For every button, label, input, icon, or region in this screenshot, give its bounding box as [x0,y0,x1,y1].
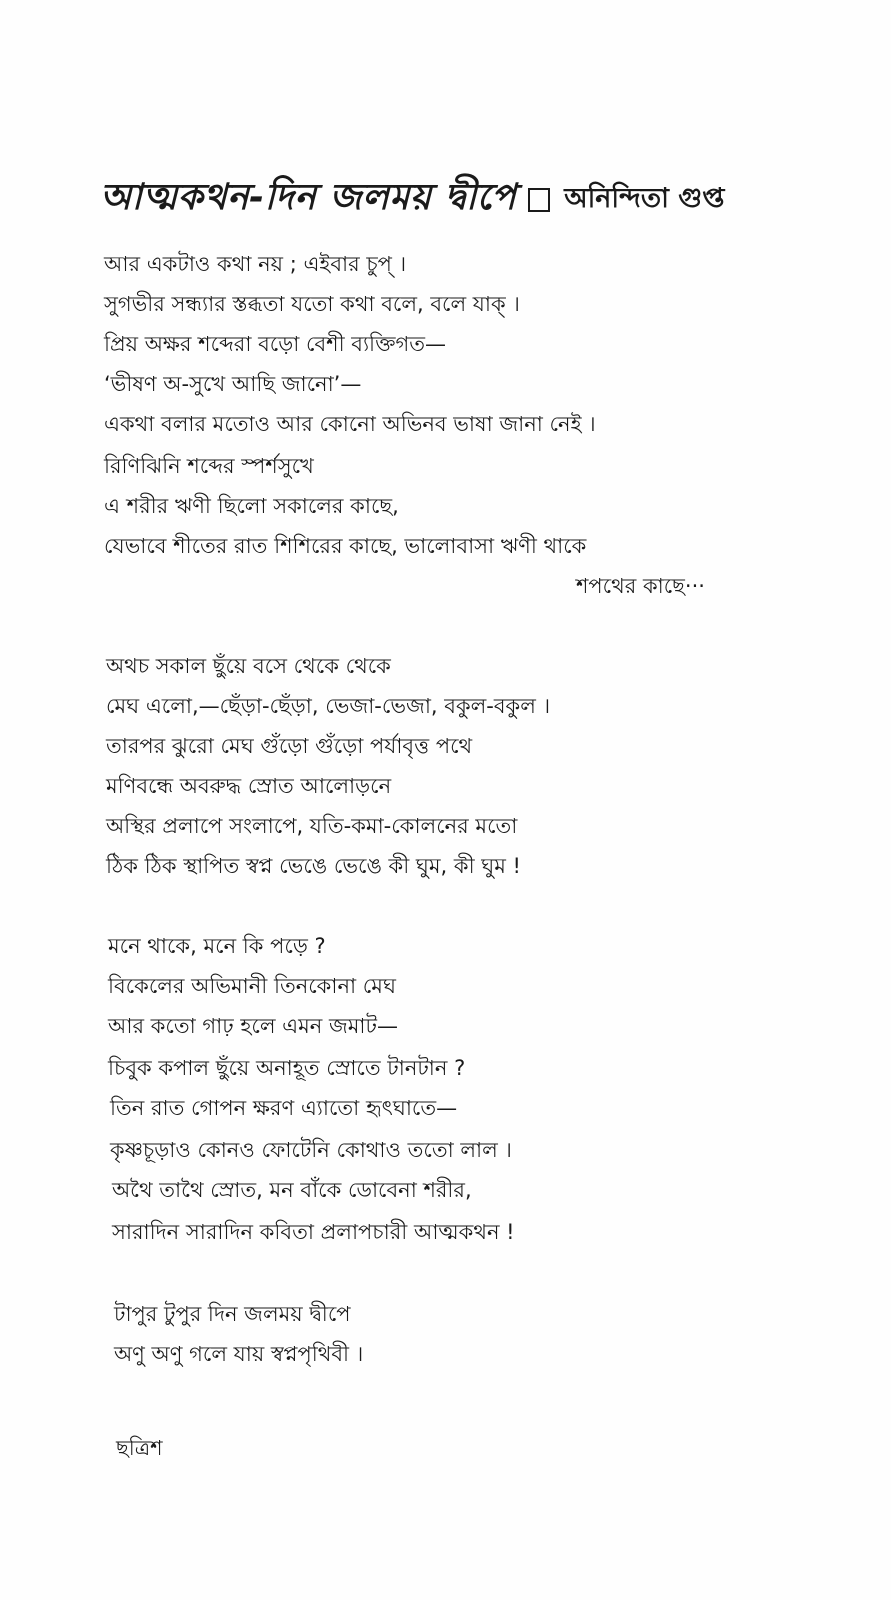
poem-line: কৃষ্ণচূড়াও কোনও ফোটেনি কোথাও ততো লাল । [110,1138,512,1162]
poem-line: ঠিক ঠিক স্থাপিত স্বপ্ন ভেঙে ভেঙে কী ঘুম, কী ঘুম ! [106,854,521,878]
poem-line: রিণিঝিনি শব্দের স্পর্শসুখে [104,454,314,478]
poem-line: অথৈ তাথৈ স্রোত, মন বাঁকে ডোবেনা শরীর, [112,1178,472,1202]
poem-line: সারাদিন সারাদিন কবিতা প্রলাপচারী আত্মকথন ! [112,1220,515,1244]
poem-line: ‘ভীষণ অ-সুখে আছি জানো’— [104,372,362,396]
poem-title: আত্মকথন-দিন জলময় দ্বীপে [100,177,517,218]
poem-line-indented: শপথের কাছে··· [576,574,705,598]
poem-line: অথচ সকাল ছুঁয়ে বসে থেকে থেকে [106,654,391,678]
page-number: ছত্রিশ [116,1436,163,1460]
poem-line: আর একটাও কথা নয় ; এইবার চুপ্ । [104,252,407,276]
poem-author: অনিন্দিতা গুপ্ত [564,182,725,214]
poem-line: প্রিয় অক্ষর শব্দেরা বড়ো বেশী ব্যক্তিগত— [104,332,446,356]
poem-line: যেভাবে শীতের রাত শিশিরের কাছে, ভালোবাসা ঋণী থাকে [104,534,587,558]
poem-title-row [100,172,860,228]
poem-line: তিন রাত গোপন ক্ষরণ এ্যাতো হৃৎঘাতে— [110,1096,458,1120]
poem-line: আর কতো গাঢ় হলে এমন জমাট— [108,1014,398,1038]
poem-line: তারপর ঝুরো মেঘ গুঁড়ো গুঁড়ো পর্যাবৃত্ত পথে [106,734,473,758]
poem-line: সুগভীর সন্ধ্যার স্তব্ধতা যতো কথা বলে, বলে যাক্ । [104,292,520,316]
poem-line: মনে থাকে, মনে কি পড়ে ? [108,934,326,958]
poem-line: অণু অণু গলে যায় স্বপ্নপৃথিবী । [114,1342,364,1366]
poem-line: একথা বলার মতোও আর কোনো অভিনব ভাষা জানা নেই । [104,412,596,436]
poem-line: এ শরীর ঋণী ছিলো সকালের কাছে, [104,494,399,518]
poem-line: মেঘ এলো,—ছেঁড়া-ছেঁড়া, ভেজা-ভেজা, বকুল-বকুল । [106,694,551,718]
poem-line: চিবুক কপাল ছুঁয়ে অনাহূত স্রোতে টানটান ? [108,1056,466,1080]
poem-line: মণিবন্ধে অবরুদ্ধ স্রোত আলোড়নে [106,774,392,798]
separator-box-icon [528,188,550,212]
poem-line: অস্থির প্রলাপে সংলাপে, যতি-কমা-কোলনের মতো [106,814,518,838]
poem-line: বিকেলের অভিমানী তিনকোনা মেঘ [108,974,396,998]
poem-line: টাপুর টুপুর দিন জলময় দ্বীপে [114,1302,351,1326]
